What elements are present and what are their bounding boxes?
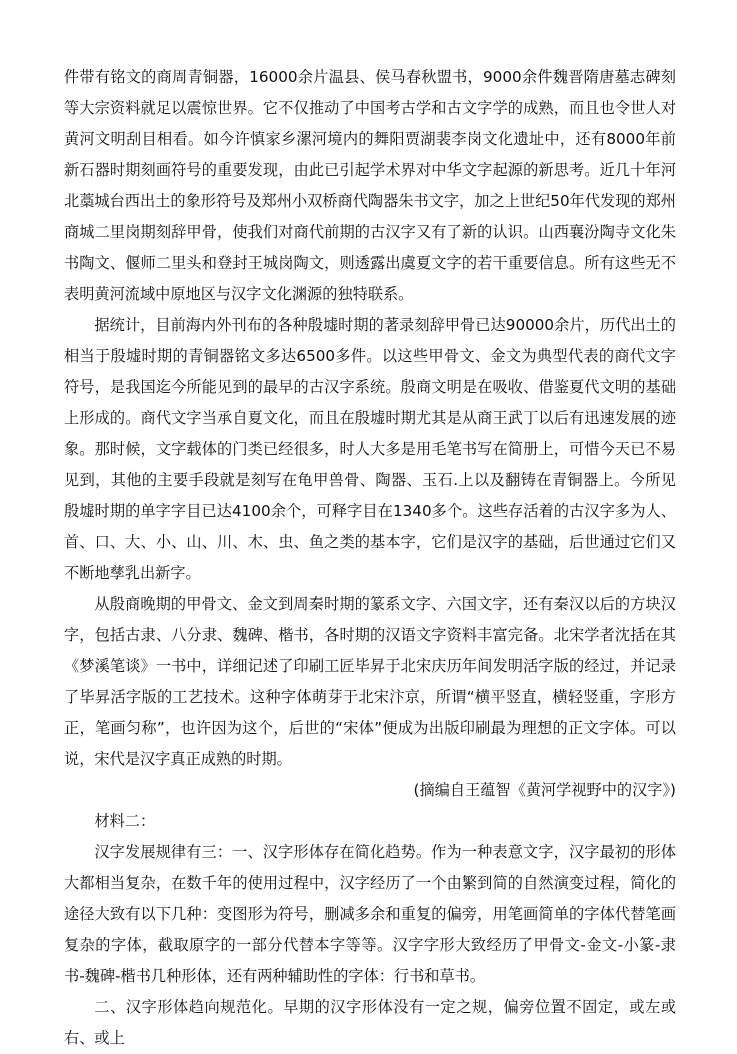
source-citation: (摘编自王蕴智《黄河学视野中的汉字》) [413, 781, 676, 799]
paragraph-5: 二、汉字形体趋向规范化。早期的汉字形体没有一定之规，偏旁位置不固定，或左或右、或上 [64, 998, 676, 1047]
paragraph-1: 件带有铭文的商周青铜器，16000余片温县、侯马春秋盟书，9000余件魏晋隋唐墓志碑刻等大宗资料就足以震惊世界。它不仅推动了中国考古学和古文字学的成熟，而且也令世人对黄河文明刮目相看。如今许慎家乡漯河境内的舞阳贾湖裴李岗文化遗址中，还有8000年前新石器时期刻画符号的重要发现，由此已引起学术界对中华文字起源的新思考。近几十年河北藁城台西出土的象形符号及郑州小双桥商代陶器朱书文字，加之上世纪50年代发现的郑州商城二里岗期刻辞甲骨，使我们对商代前期的古汉字又有了新的认识。山西襄汾陶寺文化朱书陶文、偃师二里头和登封王城岗陶文，则透露出虞夏文字的若干重要信息。所有这些无不表明黄河流域中原地区与汉字文化渊源的独特联系。 [64, 68, 676, 303]
paragraph-3: 从殷商晚期的甲骨文、金文到周秦时期的篆系文字、六国文字，还有秦汉以后的方块汉字，包括古隶、八分隶、魏碑、楷书，各时期的汉语文字资料丰富完备。北宋学者沈括在其《梦溪笔谈》一书中，详细记述了印刷工匠毕昇于北宋庆历年间发明活字版的经过，并记录了毕昇活字版的工艺技术。这种字体萌芽于北宋汴京，所谓“横平竖直，横轻竖重，字形方正，笔画匀称”，也许因为这个，后世的“宋体”便成为出版印刷最为理想的正文字体。可以说，宋代是汉字真正成熟的时期。 [64, 595, 676, 768]
paragraph-2: 据统计，目前海内外刊布的各种殷墟时期的著录刻辞甲骨已达90000余片，历代出土的相当于殷墟时期的青铜器铭文多达6500多件。以这些甲骨文、金文为典型代表的商代文字符号，是我国迄今所能见到的最早的古汉字系统。殷商文明是在吸收、借鉴夏代文明的基础上形成的。商代文字当承自夏文化，而且在殷墟时期尤其是从商王武丁以后有迅速发展的迹象。那时候，文字载体的门类已经很多，时人大多是用毛笔书写在简册上，可惜今天已不易见到，其他的主要手段就是刻写在龟甲兽骨、陶器、玉石.上以及翻铸在青铜器上。今所见殷墟时期的单字字目已达4100余个，可释字目在1340多个。这些存活着的古汉字多为人、首、口、大、小、山、川、木、虫、鱼之类的基本字，它们是汉字的基础，后世通过它们又不断地孳乳出新字。 [64, 316, 676, 582]
paragraph-4: 汉字发展规律有三：一、汉字形体存在简化趋势。作为一种表意文字，汉字最初的形体大都相当复杂，在数千年的使用过程中，汉字经历了一个由繁到简的自然演变过程，简化的途径大致有以下几种：变图形为符号，删减多余和重复的偏旁，用笔画简单的字体代替笔画复杂的字体，截取原字的一部分代替本字等等。汉字字形大致经历了甲骨文-金文-小篆-隶书-魏碑-楷书几种形体，还有两种辅助性的字体：行书和草书。 [64, 843, 676, 985]
document-page [64, 62, 676, 1054]
section-heading-material-2: 材料二： [94, 812, 156, 830]
